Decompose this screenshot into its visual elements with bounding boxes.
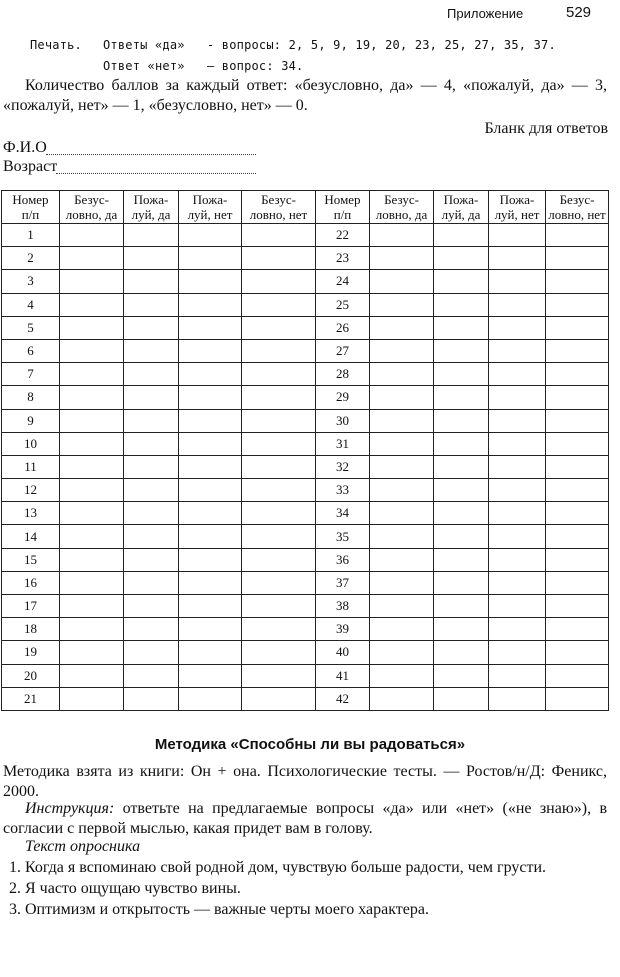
col-def-no: Безус- ловно, нет: [546, 191, 609, 224]
key-scoring-text: Количество баллов за каждый ответ: «безусловно, да» — 4, «пожалуй, да» — 3, «пожалуй, нет» — 1, «безусловно, нет» — 0.: [3, 77, 607, 114]
question-number-cell: 17: [2, 595, 60, 618]
answer-cell[interactable]: [179, 502, 242, 525]
question-number-cell: 4: [2, 293, 60, 316]
answer-cell[interactable]: [242, 270, 316, 293]
col-maybe-no: Пожа- луй, нет: [489, 191, 546, 224]
question-number-cell: 37: [316, 571, 370, 594]
col-number: Номер п/п: [2, 191, 60, 224]
answer-cell[interactable]: [370, 571, 434, 594]
answer-cell[interactable]: [60, 409, 124, 432]
answer-cell[interactable]: [124, 525, 179, 548]
age-fill-line[interactable]: [56, 173, 256, 174]
table-row: [2, 525, 609, 548]
answer-cell[interactable]: [60, 339, 124, 362]
answer-cell[interactable]: [179, 316, 242, 339]
answer-cell[interactable]: [434, 247, 489, 270]
answer-cell[interactable]: [179, 432, 242, 455]
answer-cell[interactable]: [489, 386, 546, 409]
question-number-cell: 30: [316, 409, 370, 432]
answer-cell[interactable]: [124, 641, 179, 664]
answer-cell[interactable]: [124, 270, 179, 293]
table-row: [2, 687, 609, 710]
question-number-cell: 16: [2, 571, 60, 594]
answer-cell[interactable]: [124, 339, 179, 362]
col-number: Номер п/п: [316, 191, 370, 224]
answer-cell[interactable]: [489, 571, 546, 594]
answer-cell[interactable]: [489, 247, 546, 270]
answer-cell[interactable]: [124, 224, 179, 247]
answer-cell[interactable]: [124, 687, 179, 710]
answer-cell[interactable]: [370, 339, 434, 362]
table-row: [2, 664, 609, 687]
question-number-cell: 3: [2, 270, 60, 293]
answer-cell[interactable]: [242, 618, 316, 641]
answer-cell[interactable]: [434, 687, 489, 710]
answer-cell[interactable]: [489, 363, 546, 386]
answer-cell[interactable]: [179, 247, 242, 270]
answer-cell[interactable]: [434, 293, 489, 316]
answer-cell[interactable]: [489, 224, 546, 247]
answer-cell[interactable]: [546, 455, 609, 478]
answer-cell[interactable]: [124, 595, 179, 618]
question-number-cell: 38: [316, 595, 370, 618]
answer-cell[interactable]: [242, 293, 316, 316]
table-row: [2, 618, 609, 641]
answer-cell[interactable]: [370, 687, 434, 710]
key-no-line: Ответ «нет» — вопрос: 34.: [103, 59, 304, 73]
answer-cell[interactable]: [434, 270, 489, 293]
answer-cell[interactable]: [489, 455, 546, 478]
question-number-cell: 27: [316, 339, 370, 362]
answer-cell[interactable]: [546, 363, 609, 386]
answer-cell[interactable]: [434, 641, 489, 664]
question-number-cell: 21: [2, 687, 60, 710]
answer-cell[interactable]: [60, 502, 124, 525]
answer-cell[interactable]: [60, 595, 124, 618]
answer-cell[interactable]: [434, 525, 489, 548]
answer-cell[interactable]: [489, 316, 546, 339]
table-row: [2, 409, 609, 432]
col-def-yes: Безус- ловно, да: [370, 191, 434, 224]
answer-cell[interactable]: [370, 363, 434, 386]
answer-cell[interactable]: [60, 525, 124, 548]
question-item: 1. Когда я вспоминаю свой родной дом, чувствую больше радости, чем грусти.: [9, 859, 547, 876]
answer-cell[interactable]: [546, 618, 609, 641]
answer-cell[interactable]: [179, 224, 242, 247]
col-def-no: Безус- ловно, нет: [242, 191, 316, 224]
answer-cell[interactable]: [179, 687, 242, 710]
page-number: 529: [566, 4, 592, 21]
questionnaire-label: Текст опросника: [25, 838, 141, 855]
answer-cell[interactable]: [179, 409, 242, 432]
answer-cell[interactable]: [60, 316, 124, 339]
answer-cell[interactable]: [242, 339, 316, 362]
table-row: [2, 363, 609, 386]
answer-cell[interactable]: [434, 363, 489, 386]
answer-cell[interactable]: [489, 479, 546, 502]
question-number-cell: 39: [316, 618, 370, 641]
answer-cell[interactable]: [489, 339, 546, 362]
answer-cell[interactable]: [370, 664, 434, 687]
answer-cell[interactable]: [489, 432, 546, 455]
answer-cell[interactable]: [60, 455, 124, 478]
answer-cell[interactable]: [434, 618, 489, 641]
question-number-cell: 26: [316, 316, 370, 339]
question-number-cell: 1: [2, 224, 60, 247]
answer-cell[interactable]: [60, 664, 124, 687]
running-head-section: Приложение: [447, 6, 524, 21]
answer-cell[interactable]: [242, 316, 316, 339]
answer-cell[interactable]: [124, 664, 179, 687]
question-number-cell: 31: [316, 432, 370, 455]
instruction-text: ответьте на предлагаемые вопросы «да» или «нет» («не знаю»), в согласии с первой мыслью, какая придет вам в голову.: [3, 800, 607, 837]
answer-cell[interactable]: [546, 386, 609, 409]
answer-cell[interactable]: [370, 409, 434, 432]
answer-cell[interactable]: [489, 270, 546, 293]
question-number-cell: 14: [2, 525, 60, 548]
answer-cell[interactable]: [546, 409, 609, 432]
table-row: [2, 641, 609, 664]
answer-cell[interactable]: [370, 316, 434, 339]
answer-cell[interactable]: [60, 571, 124, 594]
table-row: [2, 455, 609, 478]
answer-cell[interactable]: [434, 409, 489, 432]
age-label: Возраст: [3, 158, 58, 175]
col-maybe-yes: Пожа- луй, да: [434, 191, 489, 224]
table-row: [2, 479, 609, 502]
col-maybe-yes: Пожа- луй, да: [124, 191, 179, 224]
answer-cell[interactable]: [179, 339, 242, 362]
question-number-cell: 11: [2, 455, 60, 478]
question-number-cell: 42: [316, 687, 370, 710]
answer-cell[interactable]: [370, 479, 434, 502]
question-number-cell: 24: [316, 270, 370, 293]
key-scoring: [3, 76, 607, 116]
answer-cell[interactable]: [124, 386, 179, 409]
answer-cell[interactable]: [370, 502, 434, 525]
answer-cell[interactable]: [242, 502, 316, 525]
question-item: 3. Оптимизм и открытость — важные черты моего характера.: [9, 901, 429, 918]
table-row: [2, 247, 609, 270]
question-number-cell: 6: [2, 339, 60, 362]
question-number-cell: 2: [2, 247, 60, 270]
answer-cell[interactable]: [60, 293, 124, 316]
answer-cell[interactable]: [242, 571, 316, 594]
key-label: Печать.: [30, 38, 82, 52]
answer-cell[interactable]: [242, 641, 316, 664]
table-row: [2, 224, 609, 247]
answer-cell[interactable]: [60, 641, 124, 664]
col-def-yes: Безус- ловно, да: [60, 191, 124, 224]
answer-cell[interactable]: [124, 455, 179, 478]
answer-cell[interactable]: [434, 548, 489, 571]
answer-cell[interactable]: [434, 595, 489, 618]
answer-cell[interactable]: [242, 548, 316, 571]
method-heading: Методика «Способны ли вы радоваться»: [154, 736, 466, 753]
answer-cell[interactable]: [489, 548, 546, 571]
answer-cell[interactable]: [434, 664, 489, 687]
answer-cell[interactable]: [434, 571, 489, 594]
answer-cell[interactable]: [242, 455, 316, 478]
table-header-row: [2, 191, 609, 224]
question-number-cell: 22: [316, 224, 370, 247]
answer-cell[interactable]: [179, 641, 242, 664]
answer-cell[interactable]: [60, 687, 124, 710]
answer-cell[interactable]: [546, 270, 609, 293]
question-number-cell: 9: [2, 409, 60, 432]
question-number-cell: 15: [2, 548, 60, 571]
answer-cell[interactable]: [546, 525, 609, 548]
answer-cell[interactable]: [489, 293, 546, 316]
answer-cell[interactable]: [546, 316, 609, 339]
answer-cell[interactable]: [124, 432, 179, 455]
table-row: [2, 548, 609, 571]
question-number-cell: 12: [2, 479, 60, 502]
answer-cell[interactable]: [242, 409, 316, 432]
answer-cell[interactable]: [179, 618, 242, 641]
answer-cell[interactable]: [370, 386, 434, 409]
answer-cell[interactable]: [546, 224, 609, 247]
table-row: [2, 595, 609, 618]
question-number-cell: 29: [316, 386, 370, 409]
answer-cell[interactable]: [60, 479, 124, 502]
answer-cell[interactable]: [242, 479, 316, 502]
question-number-cell: 41: [316, 664, 370, 687]
answer-cell[interactable]: [242, 363, 316, 386]
answer-cell[interactable]: [434, 386, 489, 409]
table-row: [2, 339, 609, 362]
answer-cell[interactable]: [124, 247, 179, 270]
answer-cell[interactable]: [242, 595, 316, 618]
answer-cell[interactable]: [60, 618, 124, 641]
answer-cell[interactable]: [60, 270, 124, 293]
answer-cell[interactable]: [124, 618, 179, 641]
question-number-cell: 33: [316, 479, 370, 502]
answer-cell[interactable]: [60, 363, 124, 386]
answer-cell[interactable]: [546, 687, 609, 710]
answer-cell[interactable]: [546, 641, 609, 664]
answer-cell[interactable]: [179, 455, 242, 478]
answer-cell[interactable]: [489, 409, 546, 432]
answer-cell[interactable]: [242, 224, 316, 247]
answer-cell[interactable]: [60, 548, 124, 571]
method-instruction: [3, 799, 607, 839]
answer-cell[interactable]: [370, 548, 434, 571]
answer-cell[interactable]: [489, 595, 546, 618]
answer-cell[interactable]: [242, 687, 316, 710]
table-row: [2, 432, 609, 455]
answer-cell[interactable]: [179, 363, 242, 386]
answer-cell[interactable]: [489, 687, 546, 710]
answer-cell[interactable]: [179, 595, 242, 618]
answer-cell[interactable]: [242, 247, 316, 270]
answer-cell[interactable]: [370, 618, 434, 641]
question-number-cell: 25: [316, 293, 370, 316]
method-source: Методика взята из книги: Он + она. Психологические тесты. — Ростов/н/Д: Феникс, 2000.: [3, 763, 607, 800]
answer-cell[interactable]: [370, 247, 434, 270]
table-row: [2, 293, 609, 316]
answer-cell[interactable]: [546, 664, 609, 687]
answer-cell[interactable]: [60, 224, 124, 247]
answer-cell[interactable]: [434, 224, 489, 247]
answer-cell[interactable]: [179, 548, 242, 571]
answer-table-body: [2, 224, 609, 711]
answer-cell[interactable]: [370, 224, 434, 247]
answer-cell[interactable]: [489, 664, 546, 687]
answer-cell[interactable]: [242, 664, 316, 687]
answer-cell[interactable]: [370, 455, 434, 478]
answer-cell[interactable]: [179, 525, 242, 548]
question-number-cell: 34: [316, 502, 370, 525]
question-number-cell: 20: [2, 664, 60, 687]
answer-cell[interactable]: [546, 595, 609, 618]
question-number-cell: 28: [316, 363, 370, 386]
answer-cell[interactable]: [434, 339, 489, 362]
name-label: Ф.И.О: [3, 139, 47, 156]
answer-cell[interactable]: [434, 432, 489, 455]
question-number-cell: 23: [316, 247, 370, 270]
answer-cell[interactable]: [124, 548, 179, 571]
answer-cell[interactable]: [434, 502, 489, 525]
answer-cell[interactable]: [179, 479, 242, 502]
table-row: [2, 571, 609, 594]
key-yes-line: Ответы «да» - вопросы: 2, 5, 9, 19, 20, 23, 25, 27, 35, 37.: [103, 38, 556, 52]
table-row: [2, 270, 609, 293]
answer-cell[interactable]: [60, 432, 124, 455]
question-number-cell: 32: [316, 455, 370, 478]
answer-cell[interactable]: [370, 641, 434, 664]
answer-cell[interactable]: [546, 502, 609, 525]
answer-cell[interactable]: [546, 571, 609, 594]
answer-cell[interactable]: [370, 293, 434, 316]
answer-cell[interactable]: [124, 293, 179, 316]
question-number-cell: 36: [316, 548, 370, 571]
answer-cell[interactable]: [179, 664, 242, 687]
question-number-cell: 13: [2, 502, 60, 525]
answer-table: [1, 190, 609, 711]
answer-cell[interactable]: [489, 525, 546, 548]
question-number-cell: 40: [316, 641, 370, 664]
answer-cell[interactable]: [179, 386, 242, 409]
answer-cell[interactable]: [124, 363, 179, 386]
answer-cell[interactable]: [242, 432, 316, 455]
answer-cell[interactable]: [370, 432, 434, 455]
answer-cell[interactable]: [546, 548, 609, 571]
answer-cell[interactable]: [546, 247, 609, 270]
answer-cell[interactable]: [546, 479, 609, 502]
answer-cell[interactable]: [489, 618, 546, 641]
answer-cell[interactable]: [124, 316, 179, 339]
question-number-cell: 10: [2, 432, 60, 455]
answer-cell[interactable]: [489, 641, 546, 664]
answer-cell[interactable]: [124, 571, 179, 594]
question-number-cell: 8: [2, 386, 60, 409]
answer-cell[interactable]: [434, 316, 489, 339]
answer-cell[interactable]: [179, 270, 242, 293]
question-number-cell: 18: [2, 618, 60, 641]
table-row: [2, 386, 609, 409]
question-number-cell: 5: [2, 316, 60, 339]
answer-cell[interactable]: [60, 386, 124, 409]
table-row: [2, 316, 609, 339]
answer-cell[interactable]: [370, 595, 434, 618]
answer-cell[interactable]: [489, 502, 546, 525]
question-item: 2. Я часто ощущаю чувство вины.: [9, 880, 241, 897]
answer-cell[interactable]: [124, 502, 179, 525]
answer-cell[interactable]: [242, 525, 316, 548]
answer-cell[interactable]: [60, 247, 124, 270]
question-number-cell: 35: [316, 525, 370, 548]
answer-cell[interactable]: [179, 293, 242, 316]
answer-cell[interactable]: [434, 455, 489, 478]
answer-cell[interactable]: [124, 479, 179, 502]
answer-cell[interactable]: [546, 339, 609, 362]
answer-cell[interactable]: [370, 525, 434, 548]
col-maybe-no: Пожа- луй, нет: [179, 191, 242, 224]
answer-cell[interactable]: [124, 409, 179, 432]
table-row: [2, 502, 609, 525]
question-number-cell: 19: [2, 641, 60, 664]
answer-cell[interactable]: [179, 571, 242, 594]
answer-cell[interactable]: [434, 479, 489, 502]
answer-cell[interactable]: [370, 270, 434, 293]
answer-cell[interactable]: [242, 386, 316, 409]
form-title: Бланк для ответов: [484, 120, 608, 137]
answer-cell[interactable]: [546, 293, 609, 316]
name-fill-line[interactable]: [46, 154, 256, 155]
instruction-label: Инструкция:: [25, 800, 115, 817]
question-number-cell: 7: [2, 363, 60, 386]
answer-cell[interactable]: [546, 432, 609, 455]
